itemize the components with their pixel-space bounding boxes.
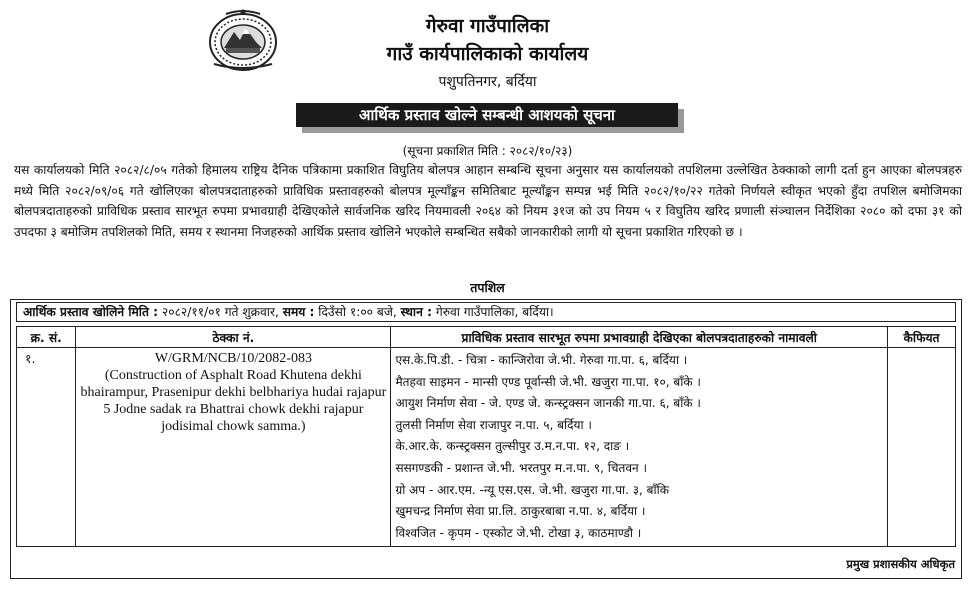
opening-place-label: स्थान : [400, 305, 432, 319]
opening-schedule [16, 302, 956, 322]
row-remarks [888, 348, 956, 547]
tender-number: W/GRM/NCB/10/2082-083 [154, 351, 312, 366]
opening-place-value: गेरुवा गाउँपालिका, बर्दिया। [435, 305, 554, 319]
header-tender-no: ठेक्का नं. [76, 327, 391, 348]
list-item: मैतहवा साइमन - मान्सी एण्ड पूर्वान्सी जे.भी. खजुरा गा.पा. १०, बाँके । [395, 374, 701, 389]
table-row [17, 348, 956, 547]
notice-title: आर्थिक प्रस्ताव खोल्ने सम्बन्धी आशयको सूचना [296, 103, 678, 127]
list-item: तुलसी निर्माण सेवा राजापुर न.पा. ५, बर्दिया । [395, 417, 592, 432]
opening-time-value: दिउँसो १:०० बजे, [318, 305, 397, 319]
header-remarks: कैफियत [888, 327, 956, 348]
list-item: विश्वजित - कृपम - एस्कोट जे.भी. टोखा ३, काठमाण्डौ । [395, 525, 642, 540]
row-serial: १. [17, 348, 76, 547]
opening-date-label: आर्थिक प्रस्ताव खोलिने मिति : [23, 305, 159, 319]
list-item: एस.के.पि.डी. - चित्रा - कान्जिरोवा जे.भी. गेरुवा गा.पा. ६, बर्दिया । [395, 353, 688, 367]
signatory: प्रमुख प्रशासकीय अधिकृत [846, 557, 955, 571]
row-tender [76, 348, 391, 547]
details-heading: तपशिल [470, 280, 505, 295]
opening-time-label: समय : [282, 305, 315, 319]
bidder-list [395, 350, 883, 544]
list-item: खुमचन्द्र निर्माण सेवा प्रा.लि. ठाकुरबाबा न.पा. ४, बर्दिया । [395, 504, 646, 519]
publish-date: (सूचना प्रकाशित मिति : २०८२/१०/२३) [402, 144, 573, 158]
list-item: ग्रो अप - आर.एम. -न्यू एस.एस. जे.भी. खजुरा गा.पा. ३, बाँकि [395, 482, 669, 497]
row-bidders [391, 348, 888, 547]
list-item: के.आर.के. कन्स्ट्रक्सन तुल्सीपुर उ.म.न.पा. १२, दाङ । [395, 439, 630, 454]
notice-title-banner [296, 103, 684, 131]
office-address: पशुपतिनगर, बर्दिया [438, 74, 537, 90]
office-name: गाउँ कार्यपालिकाको कार्यालय [386, 43, 589, 65]
list-item: ससगण्डकी - प्रशान्त जे.भी. भरतपुर म.न.पा. ९, चितवन । [395, 460, 648, 475]
table-header-row [17, 327, 956, 348]
tender-description: (Construction of Asphalt Road Khutena dekhi bhairampur, Prasenipur dekhi belbhariya hudai rajapur 5 Jodne sadak ra Bhattrai chowk dekhi rajapur jodisimal chowk samma.) [80, 368, 387, 434]
bidders-table [16, 326, 956, 547]
list-item: आयुश निर्माण सेवा - जे. एण्ड जे. कन्स्ट्रक्सन जानकी गा.पा. ६, बाँके । [395, 396, 701, 411]
header-serial: क्र. सं. [17, 327, 76, 348]
header-bidders: प्राविधिक प्रस्ताव सारभूत रुपमा प्रभावग्राही देखिएका बोलपत्रदाताहरुको नामावली [391, 327, 888, 348]
municipality-name: गेरुवा गाउँपालिका [425, 15, 550, 37]
opening-date-value: २०८२/११/०१ गते शुक्रवार, [161, 305, 279, 319]
notice-body: यस कार्यालयको मिति २०८२/८/०५ गतेको हिमालय राष्ट्रिय दैनिक पत्रिकामा प्रकाशित विघुतिय बोलपत्र आहान सम्बन्धि सूचना अनुसार यस कार्यालयको तपशिलमा उल्लेखित ठेक्काको लागी दर्ता हुन आएका बोलपत्रहरु मध्ये मिति २०८२/०९/०६ गते खोलिएका बोलपत्रदाताहरुको प्राविधिक प्रस्तावहरुको बोलपत्र मूल्याँङ्कन समितिबाट मूल्याँङ्कन सम्पन्न भई मिति २०८२/१०/२२ गतेको निर्णयले स्वीकृत भएको हुँदा तपशिल बमोजिमका बोलपत्रदाताहरुको प्राविधिक प्रस्ताव सारभूत रुपमा प्रभावग्राही देखिएकोले सार्वजनिक खरिद नियमावली २०६४ को नियम ३१ज को उप नियम ५ र विघुतिय खरिद प्रणाली संञ्चालन निर्देशिका २०८० को दफा ३१ को उपदफा ३ बमोजिम तपशिलको मिति, समय र स्थानमा निजहरुको आर्थिक प्रस्ताव खोलिने भएकोले सम्बन्धित सबैको जानकारीको लागी यो सूचना प्रकाशित गरिएको छ । [14, 163, 962, 239]
